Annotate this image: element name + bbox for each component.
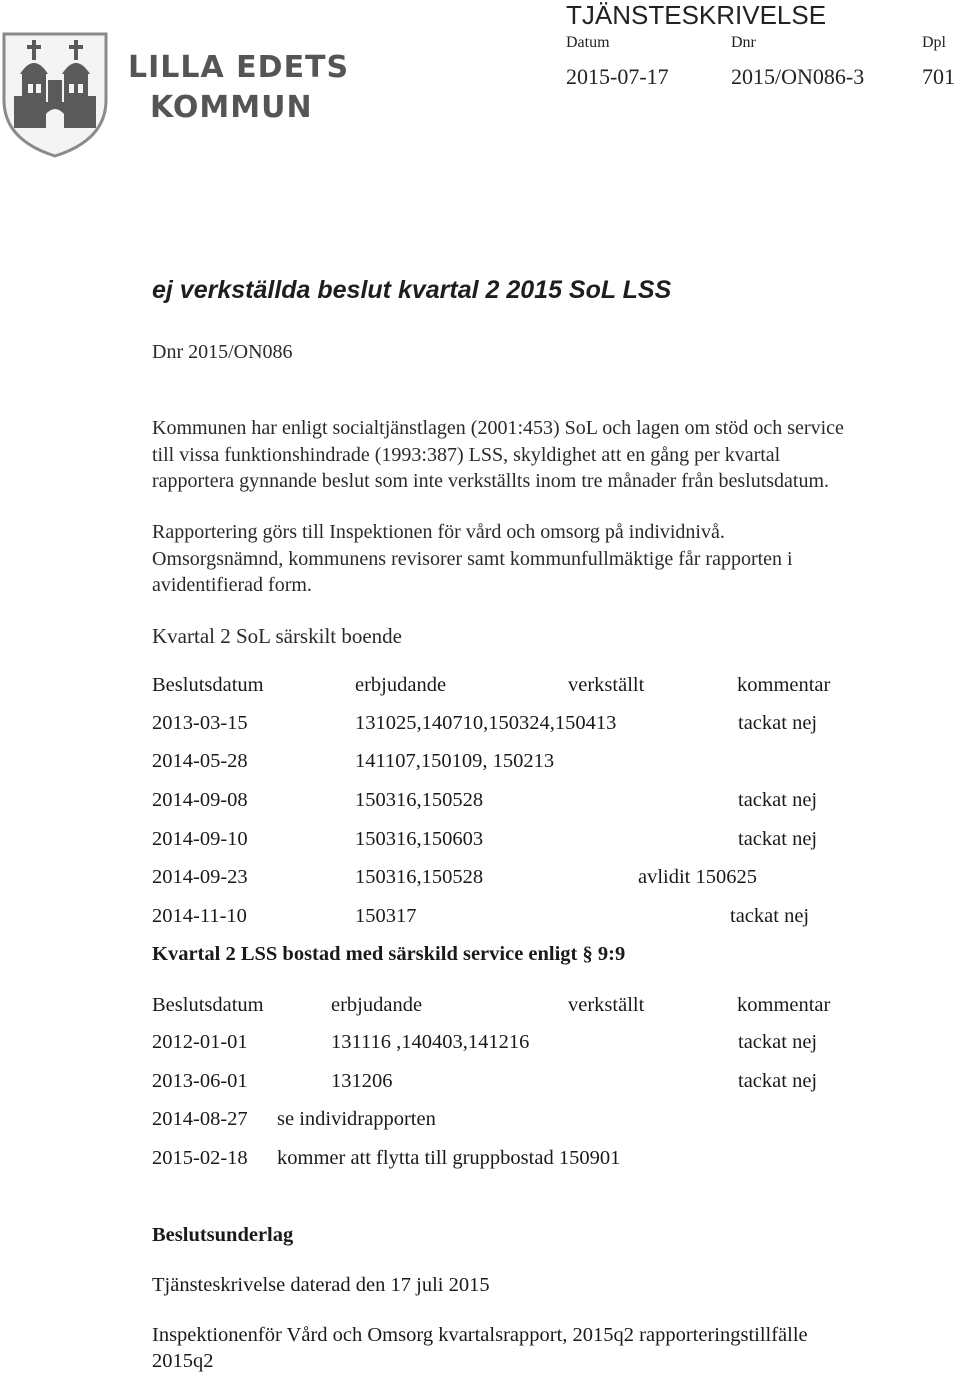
row-datum: 2012-01-01 [152, 1031, 248, 1053]
document-type: TJÄNSTESKRIVELSE [566, 0, 827, 30]
beslutsunderlag-item-2-line-1: Inspektionenför Vård och Omsorg kvartalsrapport, 2015q2 rapporteringstillfälle [152, 1324, 808, 1346]
col-header-verkstallt: verkställt [568, 994, 645, 1016]
row-kommentar: tackat nej [730, 905, 810, 927]
row-erbjudande: 150316,150528 [355, 866, 484, 888]
intro-line: Kommunen har enligt socialtjänstlagen (2001:453) SoL och lagen om stöd och service [152, 417, 844, 439]
dnr-value: 2015/ON086-3 [731, 64, 865, 89]
col-header-kommentar: kommentar [737, 994, 831, 1016]
row-datum: 2014-08-27 [152, 1108, 248, 1130]
beslutsunderlag-heading: Beslutsunderlag [152, 1224, 294, 1246]
row-erbjudande: 131116 ,140403,141216 [331, 1031, 530, 1053]
row-erbjudande: 131206 [331, 1070, 393, 1092]
col-header-beslutsdatum: Beslutsdatum [152, 674, 264, 696]
row-erbjudande: 131025,140710,150324,150413 [355, 712, 617, 734]
municipality-logo [0, 30, 350, 160]
intro-line: till vissa funktionshindrade (1993:387) LSS, skyldighet att en gång per kvartal [152, 443, 781, 466]
row-kommentar: tackat nej [738, 828, 818, 850]
intro-paragraph [152, 415, 960, 495]
row-kommentar: tackat nej [738, 1070, 818, 1092]
row-erbjudande: 141107,150109, 150213 [355, 750, 555, 772]
reporting-line: Rapportering görs till Inspektionen för vård och omsorg på individnivå. [152, 521, 725, 543]
dpl-value: 701 [922, 64, 955, 89]
intro-line: rapportera gynnande beslut som inte verkställts inom tre månader från beslutsdatum. [152, 470, 830, 492]
row-erbjudande: 150316,150603 [355, 828, 484, 850]
col-header-verkstallt: verkställt [568, 674, 645, 696]
reporting-paragraph [152, 519, 960, 599]
row-kommentar: tackat nej [738, 712, 818, 734]
col-header-erbjudande: erbjudande [331, 994, 423, 1016]
reporting-line: Omsorgsnämnd, kommunens revisorer samt kommunfullmäktige får rapporten i [152, 547, 793, 570]
row-datum: 2014-05-28 [152, 750, 248, 772]
dnr-line: Dnr 2015/ON086 [152, 341, 293, 363]
datum-value: 2015-07-17 [566, 64, 669, 89]
row-erbjudande: 150316,150528 [355, 789, 484, 811]
row-erbjudande: se individrapporten [277, 1108, 436, 1130]
row-datum: 2014-09-08 [152, 789, 248, 811]
row-erbjudande: 150317 [355, 905, 417, 927]
row-kommentar: tackat nej [738, 789, 818, 811]
lss-heading: Kvartal 2 LSS bostad med särskild service enligt § 9:9 [152, 943, 626, 965]
beslutsunderlag-item-1: Tjänsteskrivelse daterad den 17 juli 2015 [152, 1274, 490, 1296]
col-header-kommentar: kommentar [737, 674, 831, 696]
beslutsunderlag-item-2-line-2: 2015q2 [152, 1350, 214, 1372]
row-datum: 2014-11-10 [152, 905, 247, 927]
row-datum: 2013-06-01 [152, 1070, 248, 1092]
reporting-line: avidentifierad form. [152, 574, 312, 596]
coat-of-arms-icon [0, 30, 110, 158]
document-title: ej verkställda beslut kvartal 2 2015 SoL LSS [152, 276, 672, 304]
dpl-label: Dpl [922, 34, 946, 51]
col-header-beslutsdatum: Beslutsdatum [152, 994, 264, 1016]
row-datum: 2014-09-23 [152, 866, 248, 888]
datum-label: Datum [566, 34, 610, 51]
row-verkstallt: avlidit 150625 [638, 866, 758, 888]
logo-text-line2: KOMMUN [150, 90, 313, 125]
sol-heading: Kvartal 2 SoL särskilt boende [152, 624, 403, 648]
logo-text-line1: LILLA EDETS [128, 50, 350, 85]
row-datum: 2015-02-18 [152, 1147, 248, 1169]
row-datum: 2014-09-10 [152, 828, 248, 850]
col-header-erbjudande: erbjudande [355, 674, 447, 696]
row-erbjudande: kommer att flytta till gruppbostad 150901 [277, 1147, 621, 1169]
dnr-label: Dnr [731, 34, 756, 51]
row-datum: 2013-03-15 [152, 712, 248, 734]
row-kommentar: tackat nej [738, 1031, 818, 1053]
